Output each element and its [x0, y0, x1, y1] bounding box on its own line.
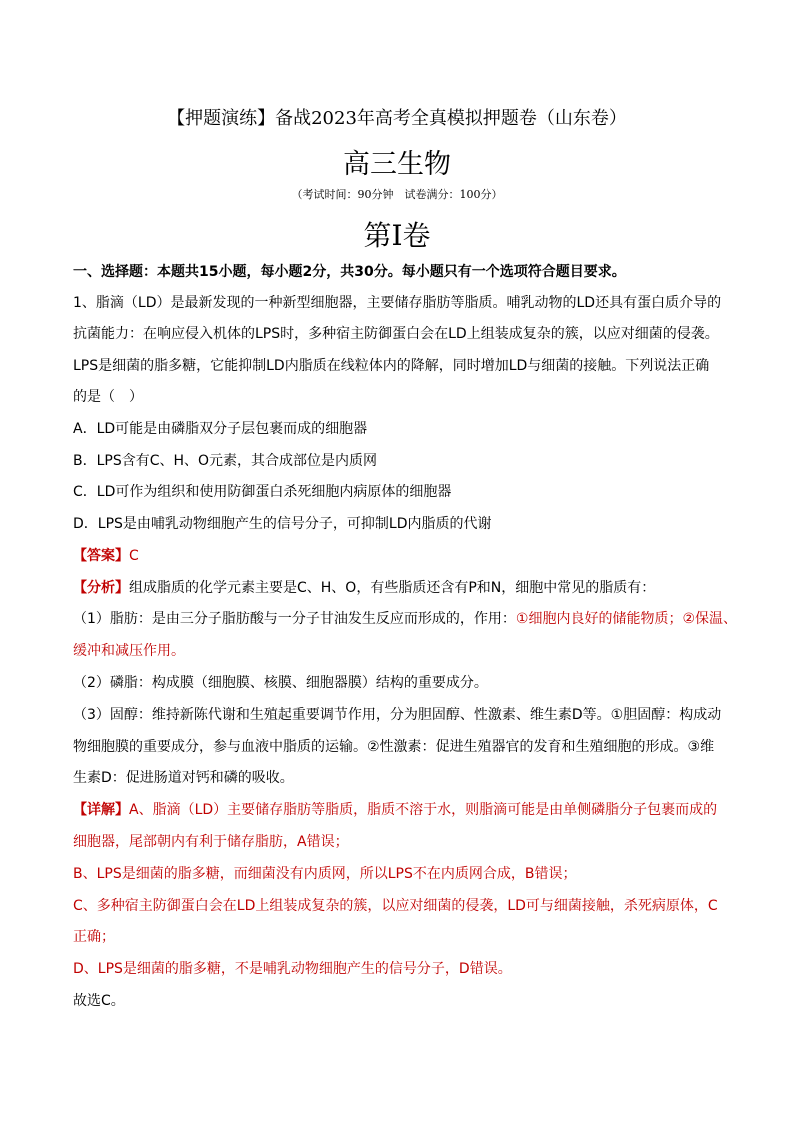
- detail-line: 细胞器，尾部朝内有利于储存脂肪，A错误；: [73, 834, 349, 850]
- option-a: A．LD可能是由磷脂双分子层包裹而成的细胞器: [73, 421, 368, 437]
- subject-title: 高三生物: [343, 149, 451, 180]
- fat-functions: ①细胞内良好的储能物质；②保温、: [515, 611, 738, 627]
- question-stem-line: LPS是细菌的脂多糖，它能抑制LD内脂质在线粒体内的降解，同时增加LD与细菌的接触。下列说法正确: [73, 358, 710, 374]
- detail-line: 正确；: [73, 929, 115, 945]
- fat-functions-continued: 缓冲和减压作用。: [73, 643, 185, 659]
- detail-line: D、LPS是细菌的脂多糖，不是哺乳动物细胞产生的信号分子，D错误。: [73, 961, 512, 977]
- detail-line: B、LPS是细菌的脂多糖，而细菌没有内质网，所以LPS不在内质网合成，B错误；: [73, 866, 577, 882]
- sterol-line: 生素D：促进肠道对钙和磷的吸收。: [73, 770, 294, 786]
- fat-line-continued: [73, 641, 734, 661]
- option-b: B．LPS含有C、H、O元素，其合成部位是内质网: [73, 453, 378, 469]
- analysis-intro: 组成脂质的化学元素主要是C、H、O，有些脂质还含有P和N，细胞中常见的脂质有：: [129, 580, 656, 596]
- detail-label: 【详解】: [73, 802, 129, 818]
- detail-text: A、脂滴（LD）主要储存脂肪等脂质，脂质不溶于水，则脂滴可能是由单侧磷脂分子包裹而成的: [129, 802, 718, 818]
- analysis-label: 【分析】: [73, 580, 129, 596]
- option-d: D．LPS是由哺乳动物细胞产生的信号分子，可抑制LD内脂质的代谢: [73, 516, 492, 532]
- detail-line: [73, 800, 734, 820]
- section-instruction: 一、选择题：本题共15小题，每小题2分，共30分。每小题只有一个选项符合题目要求。: [73, 264, 626, 280]
- detail-line: C、多种宿主防御蛋白会在LD上组装成复杂的簇，以应对细菌的侵袭，LD可与细菌接触，杀死病原体，C: [73, 898, 718, 914]
- sterol-line: 物细胞膜的重要成分，参与血液中脂质的运输。②性激素：促进生殖器官的发育和生殖细胞的形成。③维: [73, 739, 715, 755]
- question-stem-line: 的是（ ）: [73, 389, 143, 405]
- fat-prefix: （1）脂肪：是由三分子脂肪酸与一分子甘油发生反应而形成的，作用：: [73, 611, 516, 627]
- answer-label: 【答案】: [73, 548, 129, 564]
- exam-info: （考试时间：90分钟 试卷满分：100分）: [291, 188, 503, 201]
- phospholipid-line: （2）磷脂：构成膜（细胞膜、核膜、细胞器膜）结构的重要成分。: [73, 675, 488, 691]
- analysis-line: [73, 578, 734, 598]
- conclusion: 故选C。: [73, 993, 125, 1009]
- answer-value: C: [129, 548, 139, 564]
- sterol-line: （3）固醇：维持新陈代谢和生殖起重要调节作用，分为胆固醇、性激素、维生素D等。①胆固醇：构成动: [73, 707, 722, 723]
- volume-heading: 第Ⅰ卷: [363, 219, 431, 252]
- answer-line: [73, 546, 734, 566]
- fat-line: [73, 609, 738, 629]
- question-stem-line: 抗菌能力：在响应侵入机体的LPS时，多种宿主防御蛋白会在LD上组装成复杂的簇，以应对细菌的侵袭。: [73, 326, 719, 342]
- option-c: C．LD可作为组织和使用防御蛋白杀死细胞内病原体的细胞器: [73, 484, 452, 500]
- question-stem-line: 1、脂滴（LD）是最新发现的一种新型细胞器，主要储存脂肪等脂质。哺乳动物的LD还具有蛋白质介导的: [73, 295, 722, 311]
- exam-title: 【押题演练】备战2023年高考全真模拟押题卷（山东卷）: [167, 108, 627, 129]
